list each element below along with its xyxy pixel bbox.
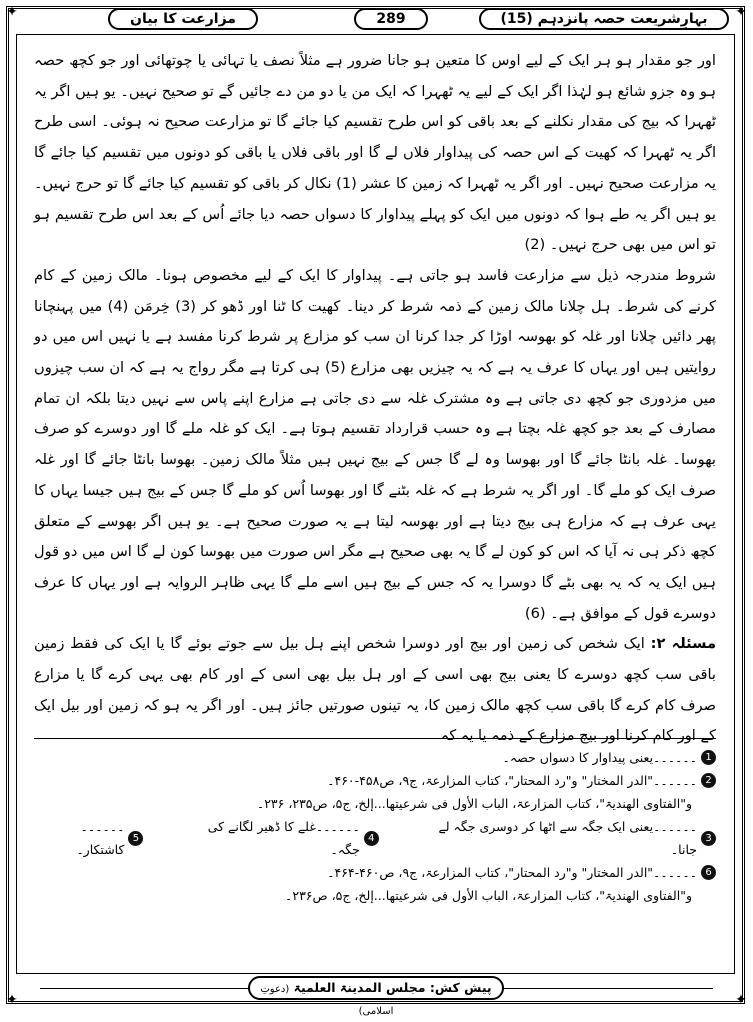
footnotes bbox=[34, 746, 716, 907]
footnote-number: 4 bbox=[364, 831, 379, 846]
footnote-divider bbox=[34, 738, 716, 739]
book-title: بہارِشریعت حصہ پانزدہم (15) bbox=[479, 8, 729, 30]
masala-label: مسئلہ ۲: bbox=[650, 635, 716, 653]
ornament-icon: ✦ bbox=[6, 4, 18, 20]
publisher-note: (دعوتِ اسلامی) bbox=[260, 984, 394, 1017]
ornament-icon: ✦ bbox=[735, 4, 747, 20]
footnote-6-continued bbox=[34, 884, 716, 907]
publisher-prefix: پیش کش: bbox=[429, 980, 492, 995]
publisher-box bbox=[248, 976, 504, 1017]
publisher-name: مجلس المدینۃ العلمیۃ bbox=[293, 980, 426, 995]
footnote-text: و"الفتاوی الھندیۃ"، کتاب المزارعۃ، الباب الأول فی شرعیتھا...إلخ، ج۵، ص۲۳۶۔ bbox=[285, 888, 692, 903]
main-text bbox=[34, 46, 716, 752]
page-header bbox=[16, 6, 735, 34]
footnote-text: ۔۔۔۔۔۔یعنی ایک جگہ سے اٹھا کر دوسری جگہ لے جانا۔ bbox=[438, 819, 697, 857]
footnote-number: 3 bbox=[701, 831, 716, 846]
footnote-text: و"الفتاوی الھندیۃ"، کتاب المزارعۃ، الباب الأول فی شرعیتھا...إلخ، ج۵، ص۲۳۵، ۲۳۶۔ bbox=[256, 796, 692, 811]
ornament-icon: ✦ bbox=[735, 992, 747, 1008]
footnote-text: ۔۔۔۔۔۔"الدر المختار" و"رد المحتار"، کتاب المزارعۃ، ج۹، ص۴۵۸-۴۶۰۔ bbox=[327, 773, 697, 788]
footnote-number: 6 bbox=[701, 865, 716, 880]
masala-text: ایک شخص کی زمین اور بیج اور دوسرا شخص اپنے ہل بیل سے جوتے بوئے گا یا ایک کی فقط زمین باقی سب کچھ دوسرے کا یعنی بیج بھی اسی کے اور ہل بیل بھی اسی کے اور کام بھی یہی کرے گا یا مزارع صرف کام کرے گا باقی سب کچھ مالک زمین کا، یہ تینوں صورتیں جائز ہیں۔ اور اگر یہ ہو کہ زمین اور بیل ایک کے اور کام کرنا اور بیج مزارع کے ذمہ یا یہ کہ bbox=[34, 635, 716, 745]
paragraph: اور جو مقدار ہو ہر ایک کے لیے اوس کا متعین ہو جانا ضرور ہے مثلاً نصف یا تہائی یا چوتھائی اور جو کچھ حصہ ہو وہ جزو شائع ہو لہٰذا اگر ایک کے لیے یہ ٹھہرا کہ ایک من یا دو من دے جائیں گے تو صحیح نہیں۔ یو ہیں اگر یہ ٹھہرا کہ بیج کی مقدار نکلنے کے بعد باقی کو اس طرح تقسیم کیا جائے گا تو مزارعت صحیح نہ ہوئی۔ اسی طرح اگر یہ ٹھہرا کہ کھیت کے اس حصہ کی پیداوار فلاں لے گا اور باقی فلاں یا باقی کو دونوں میں تقسیم کیا جائے گا یہ مزارعت صحیح نہیں۔ اور اگر یہ ٹھہرا کہ زمین کا عشر (1) نکال کر باقی کو تقسیم کیا جائے گا تو حرج نہیں۔ یو ہیں اگر یہ طے ہوا کہ دونوں میں ایک کو پہلے پیداوار کا دسواں حصہ دیا جائے اُس کے بعد اس طرح تقسیم ہو تو اس میں بھی حرج نہیں۔ (2) bbox=[34, 52, 717, 254]
page-number: 289 bbox=[354, 8, 428, 30]
footnote-text: ۔۔۔۔۔۔یعنی پیداوار کا دسواں حصہ۔ bbox=[502, 750, 697, 765]
footnote-text: ۔۔۔۔۔۔کاشتکار۔ bbox=[76, 819, 125, 857]
footnote-number: 1 bbox=[701, 750, 716, 765]
footnote-5 bbox=[34, 815, 143, 861]
footnote-1 bbox=[34, 746, 716, 769]
footnote-number: 5 bbox=[128, 831, 143, 846]
footnote-6 bbox=[34, 861, 716, 884]
footnote-text: ۔۔۔۔۔۔غلے کا ڈھیر لگانے کی جگہ۔ bbox=[207, 819, 360, 857]
footnote-2-continued bbox=[34, 792, 716, 815]
footnote-number: 2 bbox=[701, 773, 716, 788]
footnotes-3-4-5 bbox=[34, 815, 716, 861]
section-title: مزارعت کا بیان bbox=[108, 8, 258, 30]
footnote-3 bbox=[413, 815, 716, 861]
paragraph: شروط مندرجہ ذیل سے مزارعت فاسد ہو جاتی ہے۔ پیداوار کا ایک کے لیے مخصوص ہونا۔ مالک زمین کے کام کرنے کی شرط۔ ہل چلانا مالک زمین کے ذمہ شرط کر دینا۔ کھیت کا ٹنا اور ڈھو کر (3) خِرمَن (4) میں پہنچانا پھر دائیں چلانا اور غلہ کو بھوسہ اوڑا کر جدا کرنا ان سب کو مزارع پر شرط کرنا مفسد ہے یا نہیں اس میں دو روایتیں ہیں اور یہاں کا عرف یہ ہے کہ یہ چیزیں بھی مزارع (5) ہی کرتا ہے مگر رواج یہ ہے کہ ان سب چیزوں میں مزدوری جو کچھ دی جاتی ہے وہ مشترک غلہ سے دی جاتی ہے مزارع اپنے پاس سے نہیں دیتا بلکہ ان تمام مصارف کے بعد جو کچھ غلہ بچتا ہے وہ حسب قرارداد تقسیم ہوتا ہے۔ ایک کو غلہ ملے گا اور دوسرے کو صرف بھوسا۔ غلہ بانٹا جائے گا اور بھوسا وہ لے گا جس کے بیج نہیں ہیں مثلاً مالک زمین۔ بھوسا بانٹا جائے گا اور غلہ صرف ایک کو ملے گا۔ اور اگر یہ شرط ہے کہ غلہ بٹنے گا اور بھوسا اُس کو ملے گا جس کے بیج ہیں جیسا یہاں کا یہی عرف ہے کہ مزارع ہی بیج دیتا ہے اور بھوسہ لیتا ہے یہ صورت صحیح ہے۔ یو ہیں اگر بھوسے کے متعلق کچھ ذکر ہی نہ آیا کہ اس کو کون لے گا یہ بھی صحیح ہے مگر اس صورت میں بھوسا کون لے گا اس میں دو قول ہیں ایک یہ کہ یہ بھی بٹے گا دوسرا یہ کہ جس کے بیج ہیں اسے ملے گا یہی ظاہر الروایہ ہے اور یہاں کا عرف دوسرے قول کے موافق ہے۔ (6) bbox=[34, 266, 717, 622]
page-footer bbox=[0, 976, 753, 1017]
ornament-icon: ✦ bbox=[6, 992, 18, 1008]
masala-paragraph bbox=[34, 629, 716, 752]
footnote-4 bbox=[177, 815, 378, 861]
footnote-text: ۔۔۔۔۔۔"الدر المختار" و"رد المحتار"، کتاب المزارعۃ، ج۹، ص۴۶۰-۴۶۴۔ bbox=[327, 865, 697, 880]
footnote-2 bbox=[34, 769, 716, 792]
